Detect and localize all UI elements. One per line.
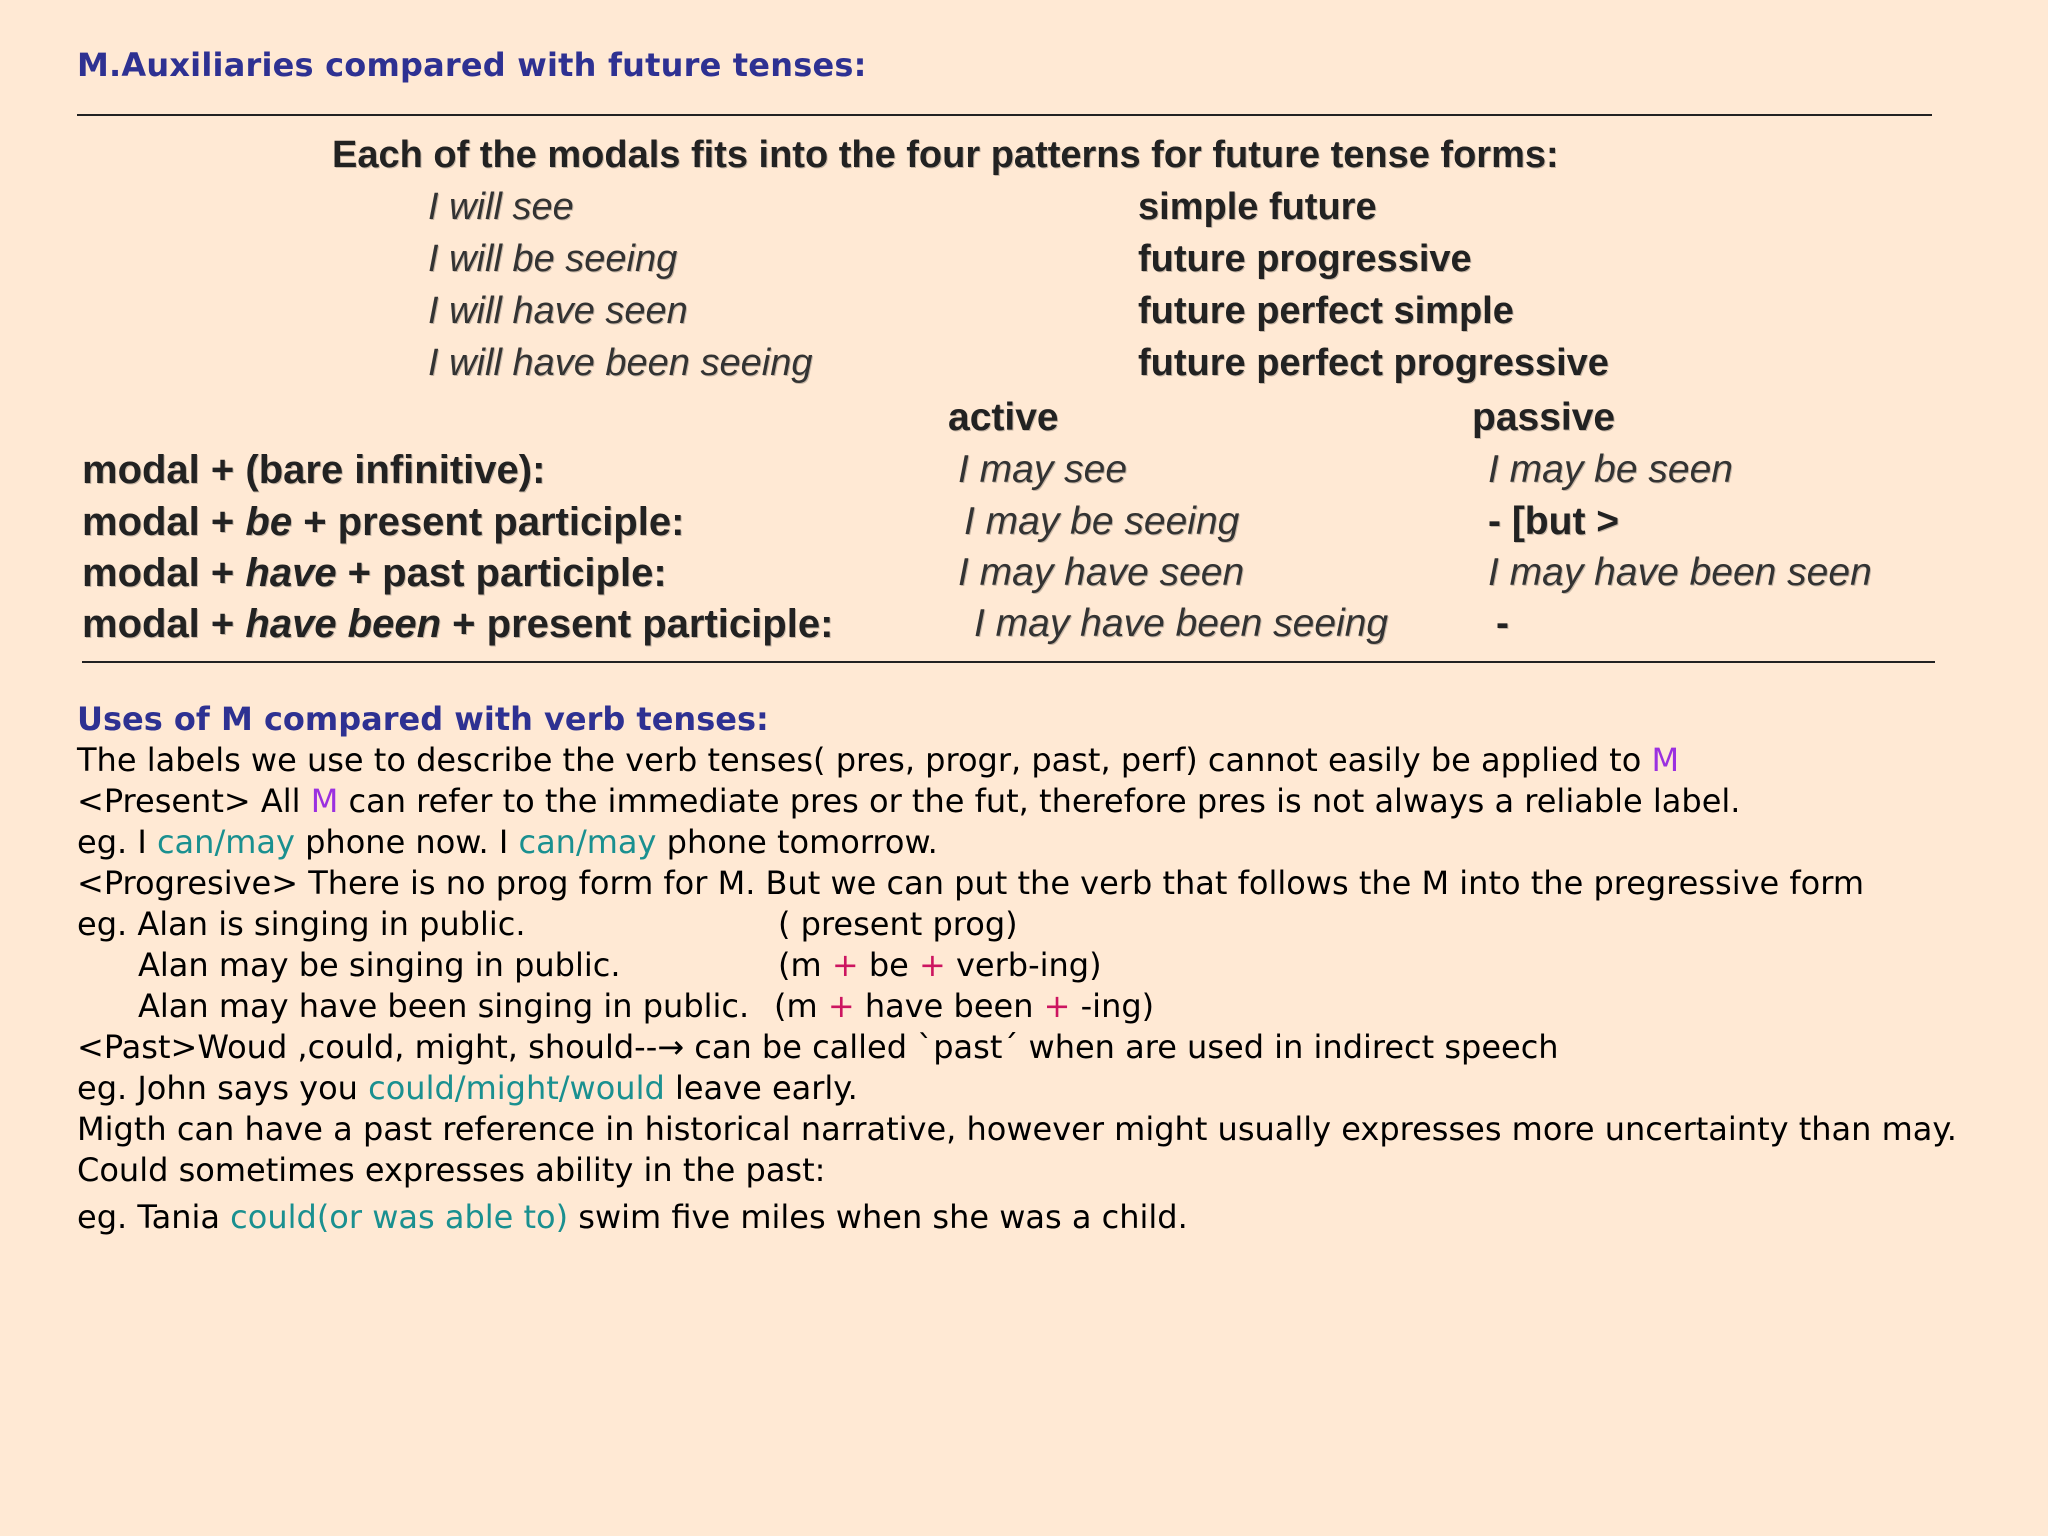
uses-line-8: <Past>Woud ,could, might, should--→ can be called `past´ when are used in indirect speech bbox=[77, 1028, 1559, 1066]
row-3-active: I may have seen bbox=[958, 551, 1245, 594]
uses-line-4: <Progresive> There is no prog form for M. But we can put the verb that follows the M into the pregressive form bbox=[77, 864, 1864, 902]
row-label-3: modal + have + past participle: bbox=[82, 551, 667, 595]
pattern-form-1: I will see bbox=[428, 186, 574, 228]
uses-line-7-note: (m + have been + -ing) bbox=[774, 987, 1155, 1025]
row-3-passive: I may have been seen bbox=[1488, 551, 1872, 594]
column-header-active: active bbox=[948, 396, 1059, 439]
pattern-label-1: simple future bbox=[1138, 186, 1377, 228]
pattern-label-2: future progressive bbox=[1138, 238, 1472, 280]
top-divider bbox=[77, 114, 1932, 116]
uses-line-11: Could sometimes expresses ability in the past: bbox=[77, 1151, 826, 1189]
uses-line-6-note: (m + be + verb-ing) bbox=[778, 946, 1102, 984]
row-label-2: modal + be + present participle: bbox=[82, 500, 685, 544]
uses-line-5: eg. Alan is singing in public. bbox=[77, 905, 526, 943]
uses-line-10: Migth can have a past reference in historical narrative, however might usually expresses more uncertainty than may. bbox=[77, 1110, 1957, 1148]
row-1-passive: I may be seen bbox=[1488, 448, 1733, 491]
uses-line-3: eg. I can/may phone now. I can/may phone tomorrow. bbox=[77, 823, 938, 861]
pattern-form-2: I will be seeing bbox=[428, 238, 678, 280]
uses-line-6: Alan may be singing in public. bbox=[138, 946, 621, 984]
pattern-form-3: I will have seen bbox=[428, 290, 688, 332]
row-label-4: modal + have been + present participle: bbox=[82, 602, 834, 646]
uses-line-12: eg. Tania could(or was able to) swim five miles when she was a child. bbox=[77, 1198, 1188, 1236]
row-1-active: I may see bbox=[958, 448, 1128, 491]
pattern-form-4: I will have been seeing bbox=[428, 342, 813, 384]
pattern-label-3: future perfect simple bbox=[1138, 290, 1514, 332]
uses-title: Uses of M compared with verb tenses: bbox=[77, 700, 769, 738]
uses-line-2: <Present> All M can refer to the immediate pres or the fut, therefore pres is not always a reliable label. bbox=[77, 782, 1741, 820]
row-label-1: modal + (bare infinitive): bbox=[82, 448, 546, 492]
row-2-passive: - [but > bbox=[1488, 500, 1620, 543]
row-2-active: I may be seeing bbox=[964, 500, 1240, 543]
row-4-active: I may have been seeing bbox=[974, 602, 1389, 645]
bottom-divider bbox=[82, 661, 1935, 663]
uses-line-1: The labels we use to describe the verb tenses( pres, progr, past, perf) cannot easily be applied to M bbox=[77, 741, 1680, 779]
uses-line-7: Alan may have been singing in public. bbox=[138, 987, 750, 1025]
uses-line-5-note: ( present prog) bbox=[778, 905, 1018, 943]
column-header-passive: passive bbox=[1472, 396, 1616, 439]
slide-title: M.Auxiliaries compared with future tenses: bbox=[77, 46, 867, 84]
pattern-label-4: future perfect progressive bbox=[1138, 342, 1609, 384]
table-heading: Each of the modals fits into the four patterns for future tense forms: bbox=[332, 134, 1559, 176]
uses-line-9: eg. John says you could/might/would leave early. bbox=[77, 1069, 858, 1107]
row-4-passive: - bbox=[1496, 602, 1509, 645]
